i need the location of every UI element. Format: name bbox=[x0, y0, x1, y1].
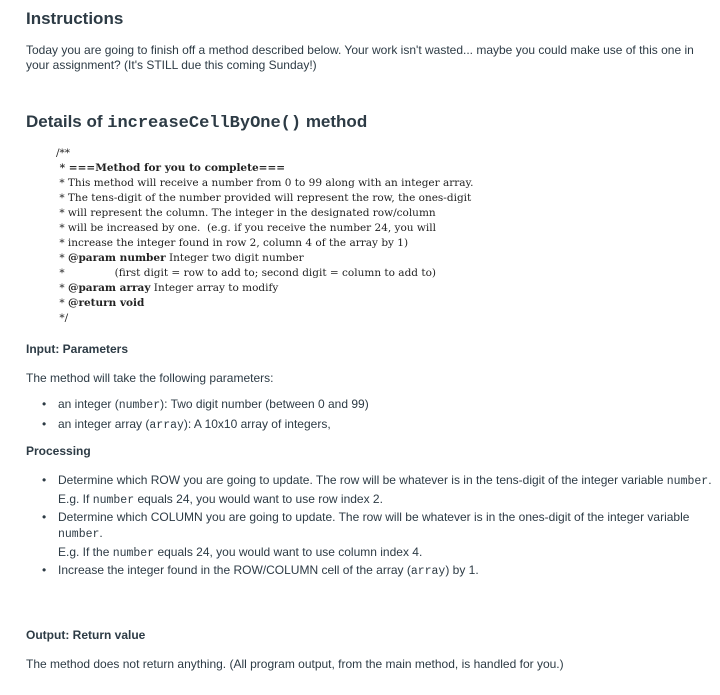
javadoc-param-text: Integer two digit number bbox=[165, 252, 304, 264]
javadoc-return-tag: @return void bbox=[67, 297, 145, 309]
output-description: The method does not return anything. (All program output, from the main method, is handled for you.) bbox=[26, 657, 564, 671]
instructions-heading: Instructions bbox=[26, 9, 124, 28]
inline-code: number bbox=[118, 399, 161, 412]
javadoc-param-text: Integer array to modify bbox=[150, 282, 279, 294]
list-item: • an integer array (array): A 10x10 array of integers, bbox=[26, 416, 706, 434]
list-item: • an integer (number): Two digit number (between 0 and 99) bbox=[26, 396, 706, 414]
inline-code: array bbox=[410, 565, 446, 578]
parameter-list bbox=[26, 396, 706, 434]
javadoc-param-cont: * (first digit = row to add to; second digit = column to add to) bbox=[56, 267, 436, 279]
example-note: E.g. If number equals 24, you would want to use row index 2. bbox=[58, 492, 383, 507]
list-item: • Determine which ROW you are going to update. The row will be whatever is in the tens-digit of the integer variable number. bbox=[26, 472, 716, 490]
javadoc-open: /** bbox=[56, 147, 71, 159]
processing-list bbox=[26, 472, 716, 580]
input-heading: Input: Parameters bbox=[26, 342, 129, 356]
javadoc-block: /** * ===Method for you to complete=== * This method will receive a number from 0 to 99 along with an integer array. * The tens-digit of the number provided will represent the row, the ones-digit * will represent the column. The integer in the designated row/column * will be increased by one. (e.g. if you receive the number 24, you will * increase the integer found in row 2, column 4 of the array by 1) * @param number Integer two digit number * (first digit = row to add to; second digit = column to add to) * @param array Integer array to modify * @return void */ bbox=[56, 147, 474, 324]
list-item: • Increase the integer found in the ROW/COLUMN cell of the array (array) by 1. bbox=[26, 562, 716, 580]
inline-code: number bbox=[112, 547, 155, 560]
javadoc-param-tag: @param array bbox=[67, 282, 151, 294]
javadoc-banner: * ===Method for you to complete=== bbox=[56, 162, 286, 174]
javadoc-line: * increase the integer found in row 2, column 4 of the array by 1) bbox=[56, 237, 409, 249]
example-note: E.g. If the number equals 24, you would want to use column index 4. bbox=[58, 545, 423, 560]
javadoc-param-tag: @param number bbox=[67, 252, 166, 264]
inline-code: number bbox=[58, 528, 100, 541]
javadoc-line: * will represent the column. The integer in the designated row/column bbox=[56, 207, 436, 219]
list-item: • Determine which COLUMN you are going to update. The row will be whatever is in the ones-digit of the integer variable number. bbox=[26, 509, 716, 543]
javadoc-line: * will be increased by one. (e.g. if you receive the number 24, you will bbox=[56, 222, 436, 234]
inline-code: number bbox=[666, 475, 709, 488]
processing-heading: Processing bbox=[26, 444, 91, 458]
details-suffix: method bbox=[301, 112, 368, 131]
javadoc-line: * This method will receive a number from 0 to 99 along with an integer array. bbox=[56, 177, 474, 189]
inline-code: number bbox=[92, 494, 135, 507]
javadoc-line: * The tens-digit of the number provided will represent the row, the ones-digit bbox=[56, 192, 472, 204]
javadoc-close: */ bbox=[56, 312, 69, 324]
method-name: increaseCellByOne() bbox=[107, 114, 302, 133]
input-description: The method will take the following parameters: bbox=[26, 371, 274, 385]
details-prefix: Details of bbox=[26, 112, 108, 131]
inline-code: array bbox=[149, 419, 184, 432]
intro-paragraph: Today you are going to finish off a method described below. Your work isn't wasted... maybe you could make use of this one in your assignment? (It's STILL due this coming Sunday!) bbox=[26, 43, 694, 72]
details-heading bbox=[26, 112, 367, 133]
output-heading: Output: Return value bbox=[26, 628, 146, 642]
